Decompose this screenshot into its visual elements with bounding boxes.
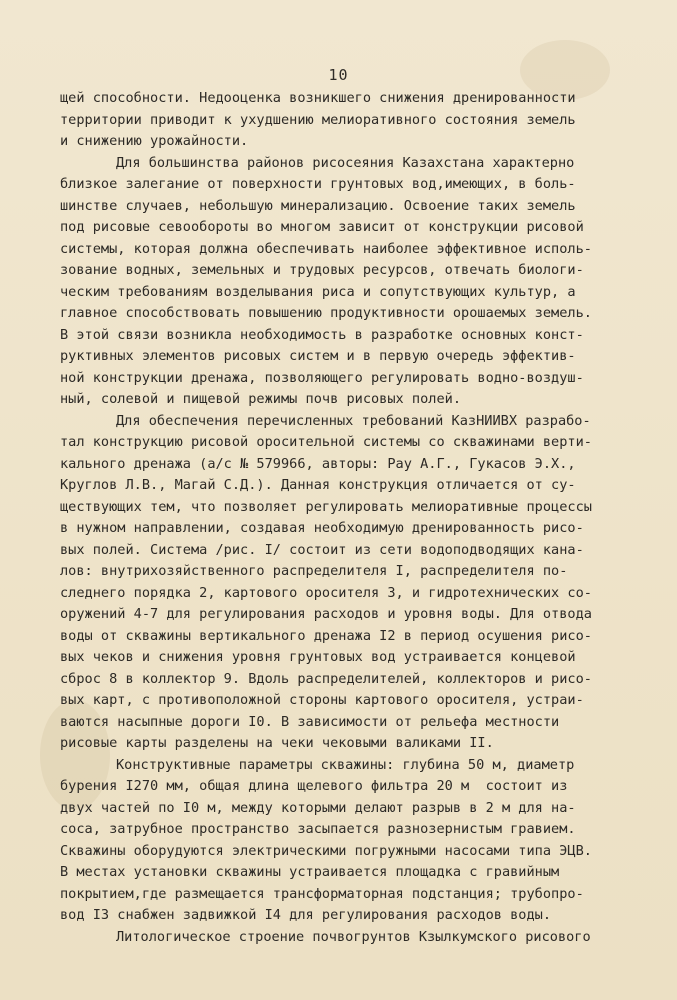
text-line: шинстве случаев, небольшую минерализацию. Освоение таких земель [60,197,576,214]
text-line: под рисовые севообороты во многом зависит от конструкции рисовой [60,219,584,235]
text-line: вод I3 снабжен задвижкой I4 для регулирования расходов воды. [60,907,552,923]
text-line: Литологическое строение почвогрунтов Кзылкумского рисового [116,928,591,945]
text-line: зование водных, земельных и трудовых ресурсов, отвечать биологи- [60,262,584,278]
text-line: руктивных элементов рисовых систем и в первую очередь эффектив- [60,348,576,364]
text-line: Скважины оборудуются электрическими погружными насосами типа ЭЦВ. [60,842,592,859]
text-line: системы, которая должна обеспечивать наиболее эффективное исполь- [60,240,592,257]
text-line: ный, солевой и пищевой режимы почв рисовых полей. [60,391,462,407]
text-line: сброс 8 в коллектор 9. Вдоль распределителей, коллекторов и рисо- [60,670,592,687]
text-line: оружений 4-7 для регулирования расходов и уровня воды. Для отвода [60,606,592,622]
text-line: лов: внутрихозяйственного распределителя I, распределителя по- [60,563,568,579]
text-line: бурения I270 мм, общая длина щелевого фильтра 20 м состоит из [60,778,568,794]
text-line: двух частей по I0 м, между которыми делают разрыв в 2 м для на- [60,799,576,816]
text-line: кального дренажа (а/с № 579966, авторы: Рау А.Г., Гукасов Э.Х., [60,455,576,472]
text-line: Круглов Л.В., Магай С.Д.). Данная конструкция отличается от су- [60,477,576,493]
text-line: главное способствовать повышению продуктивности орошаемых земель. [60,305,592,321]
text-line: соса, затрубное пространство засыпается разнозернистым гравием. [60,821,576,837]
text-line: тал конструкцию рисовой оросительной системы со скважинами верти- [60,434,592,450]
text-line: щей способности. Недооценка возникшего снижения дренированности [60,90,576,106]
text-line: Для обеспечения перечисленных требований КазНИИВХ разрабо- [116,412,591,429]
body-text [60,88,630,948]
text-line: ществующих тем, что позволяет регулировать мелиоративные процессы [60,498,592,515]
text-line: и снижению урожайности. [60,133,249,149]
text-line: ческим требованиям возделывания риса и сопутствующих культур, а [60,283,576,300]
text-line: В местах установки скважины устраивается площадка с гравийным [60,864,560,880]
page-number: 10 [328,66,349,84]
text-line: воды от скважины вертикального дренажа I2 в период осушения рисо- [60,627,592,644]
text-line: следнего порядка 2, картового оросителя 3, и гидротехнических со- [60,584,592,601]
text-line: Конструктивные параметры скважины: глубина 50 м, диаметр [116,756,575,773]
text-line: близкое залегание от поверхности грунтовых вод,имеющих, в боль- [60,176,576,192]
text-line: ваются насыпные дороги I0. В зависимости от рельефа местности [60,713,560,730]
text-line: вых полей. Система /рис. I/ состоит из сети водоподводящих кана- [60,541,584,558]
text-line: территории приводит к ухудшению мелиоративного состояния земель [60,111,576,128]
text-line: рисовые карты разделены на чеки чековыми валиками II. [60,735,494,751]
text-line: вых чеков и снижения уровня грунтовых вод устраивается концевой [60,649,576,665]
text-line: в нужном направлении, создавая необходимую дренированность рисо- [60,520,584,536]
text-line: покрытием,где размещается трансформаторная подстанция; трубопро- [60,885,584,902]
text-line: В этой связи возникла необходимость в разработке основных конст- [60,326,584,343]
text-line: ной конструкции дренажа, позволяющего регулировать водно-воздуш- [60,369,584,386]
text-line: вых карт, с противоположной стороны картового оросителя, устраи- [60,692,584,708]
text-line: Для большинства районов рисосеяния Казахстана характерно [116,154,575,171]
